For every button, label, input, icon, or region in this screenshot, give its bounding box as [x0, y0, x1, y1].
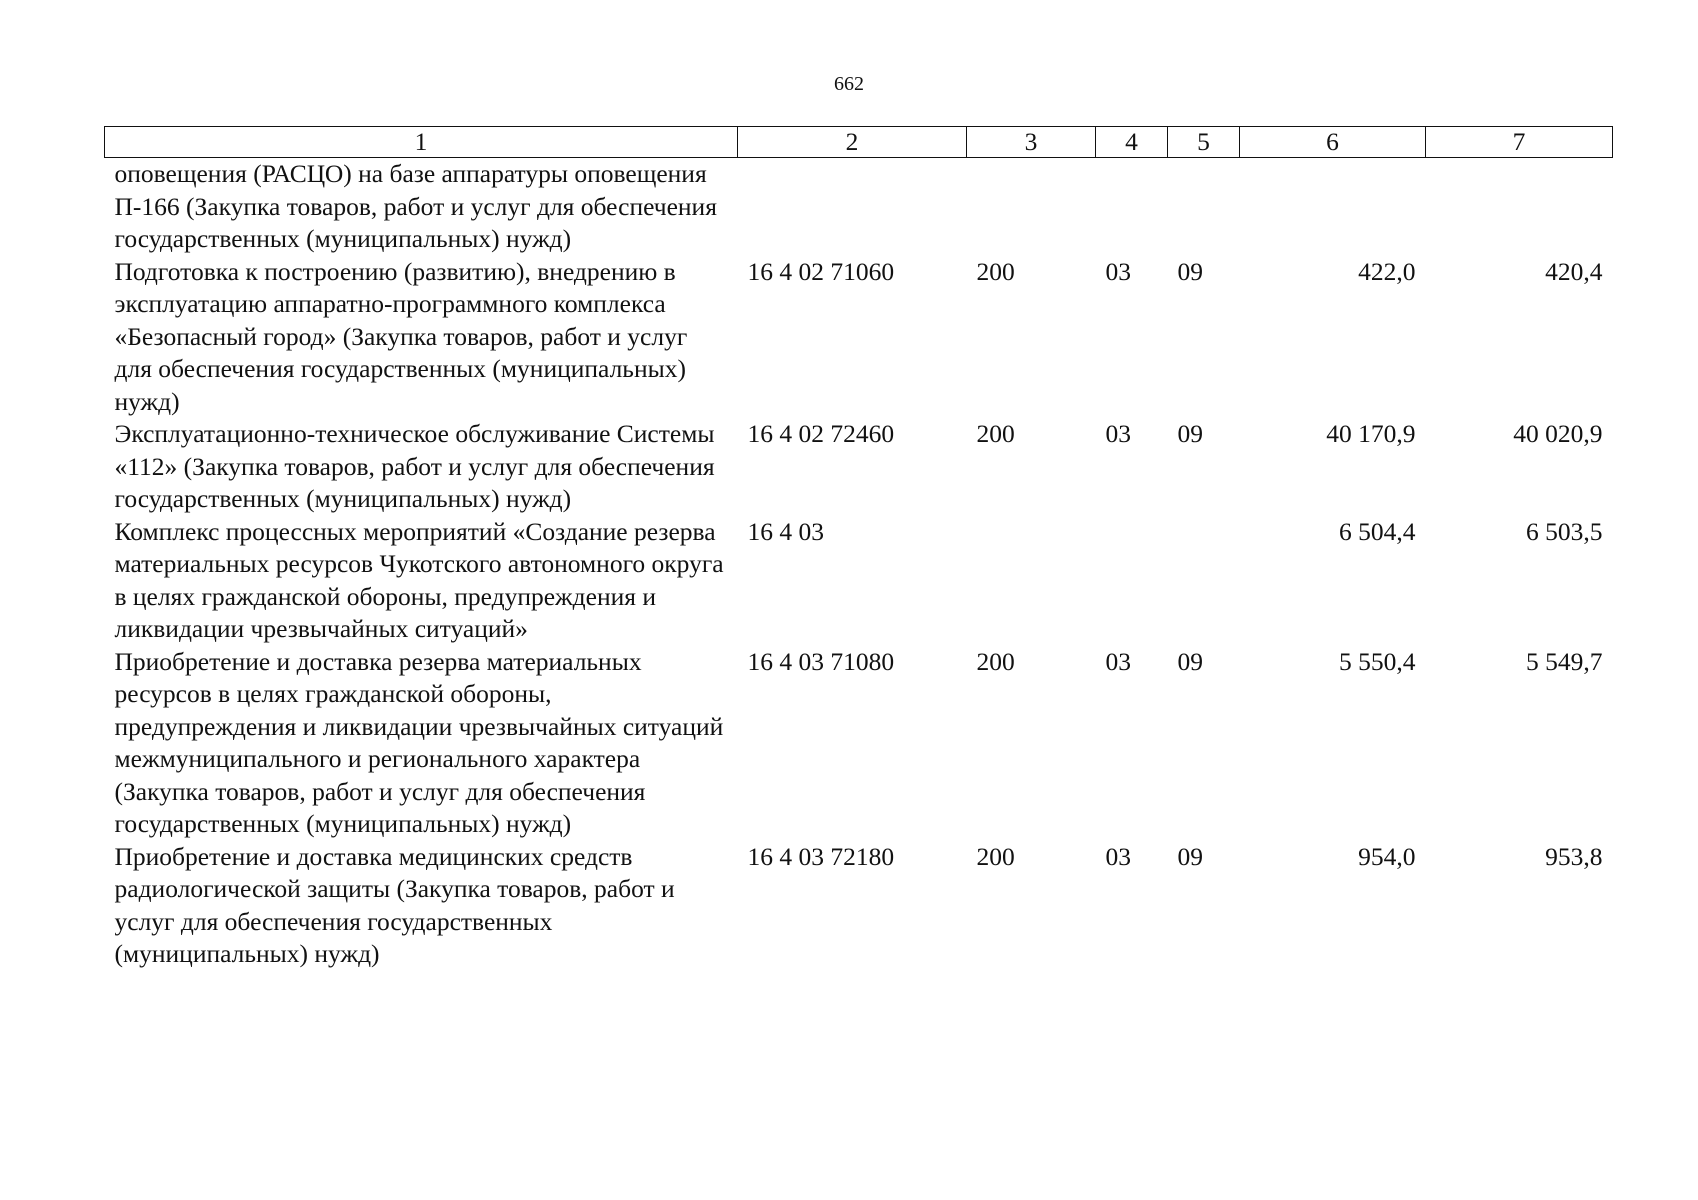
row-amount-planned: [1240, 158, 1426, 256]
page-number: 662: [834, 73, 864, 95]
row-code: 16 4 02 71060: [747, 256, 895, 286]
row-name: Приобретение и доставка резерва материальных ресурсов в целях гражданской обороны, предупреждения и ликвидации чрезвычайных ситуаций межмуниципального и регионального характера (Закупка товаров, работ и услуг для обеспечения государственных (муниципальных) нужд): [114, 646, 724, 838]
row-expense-type: 200: [976, 841, 1015, 871]
row-subsection: 09: [1177, 841, 1203, 871]
row-name: Приобретение и доставка медицинских средств радиологической защиты (Закупка товаров, работ и услуг для обеспечения государственных (муниципальных) нужд): [114, 841, 675, 968]
row-amount-executed: 5 549,7: [1526, 646, 1603, 676]
budget-table: [104, 126, 1613, 971]
row-name: Эксплуатационно-техническое обслуживание Системы «112» (Закупка товаров, работ и услуг для обеспечения государственных (муниципальных) нужд): [114, 419, 715, 513]
column-header-6: 6: [1240, 127, 1426, 158]
column-header-1: 1: [105, 127, 738, 158]
row-subsection: [1168, 158, 1240, 256]
column-header-3: 3: [967, 127, 1096, 158]
row-subsection: 09: [1177, 256, 1203, 286]
column-header-2: 2: [738, 127, 967, 158]
row-name: Комплекс процессных мероприятий «Создание резерва материальных ресурсов Чукотского автономного округа в целях гражданской обороны, предупреждения и ликвидации чрезвычайных ситуаций»: [114, 516, 724, 643]
row-amount-planned: 954,0: [1358, 841, 1416, 871]
row-subsection: 09: [1177, 419, 1203, 448]
row-section: 03: [1105, 256, 1131, 286]
row-section: 03: [1105, 841, 1131, 871]
row-amount-executed: [1426, 158, 1613, 256]
row-amount-executed: 6 503,5: [1526, 516, 1603, 546]
row-code: 16 4 02 72460: [747, 419, 895, 448]
row-section: 03: [1105, 419, 1131, 448]
row-amount-planned: 422,0: [1358, 256, 1416, 286]
row-code: [738, 158, 967, 256]
table-row: [105, 256, 1613, 419]
row-expense-type: [967, 516, 1096, 646]
row-expense-type: 200: [976, 419, 1015, 448]
row-amount-planned: 6 504,4: [1339, 516, 1416, 546]
row-amount-executed: 40 020,9: [1513, 419, 1603, 448]
row-amount-planned: 40 170,9: [1326, 419, 1416, 448]
table-row: [105, 516, 1613, 646]
table-row: [105, 646, 1613, 841]
row-name: оповещения (РАСЦО) на базе аппаратуры оповещения П-166 (Закупка товаров, работ и услуг для обеспечения государственных (муниципальных) нужд): [114, 159, 717, 253]
row-code: 16 4 03 72180: [747, 841, 895, 871]
row-amount-executed: 953,8: [1545, 841, 1603, 871]
column-header-5: 5: [1168, 127, 1240, 158]
row-section: [1096, 516, 1168, 646]
row-name: Подготовка к построению (развитию), внедрению в эксплуатацию аппаратно-программного комплекса «Безопасный город» (Закупка товаров, работ и услуг для обеспечения государственных (муниципальных) нужд): [114, 256, 688, 416]
row-expense-type: 200: [976, 646, 1015, 676]
table-row: [105, 158, 1613, 256]
table-row: [105, 841, 1613, 971]
row-expense-type: 200: [976, 256, 1015, 286]
column-number-header-row: [105, 127, 1613, 158]
table-row: [105, 418, 1613, 516]
row-amount-executed: 420,4: [1545, 256, 1603, 286]
column-header-7: 7: [1426, 127, 1613, 158]
row-expense-type: [967, 158, 1096, 256]
row-subsection: [1168, 516, 1240, 646]
row-section: [1096, 158, 1168, 256]
row-code: 16 4 03: [747, 516, 824, 546]
row-code: 16 4 03 71080: [747, 646, 895, 676]
row-amount-planned: 5 550,4: [1339, 646, 1416, 676]
row-subsection: 09: [1177, 646, 1203, 676]
row-section: 03: [1105, 646, 1131, 676]
column-header-4: 4: [1096, 127, 1168, 158]
